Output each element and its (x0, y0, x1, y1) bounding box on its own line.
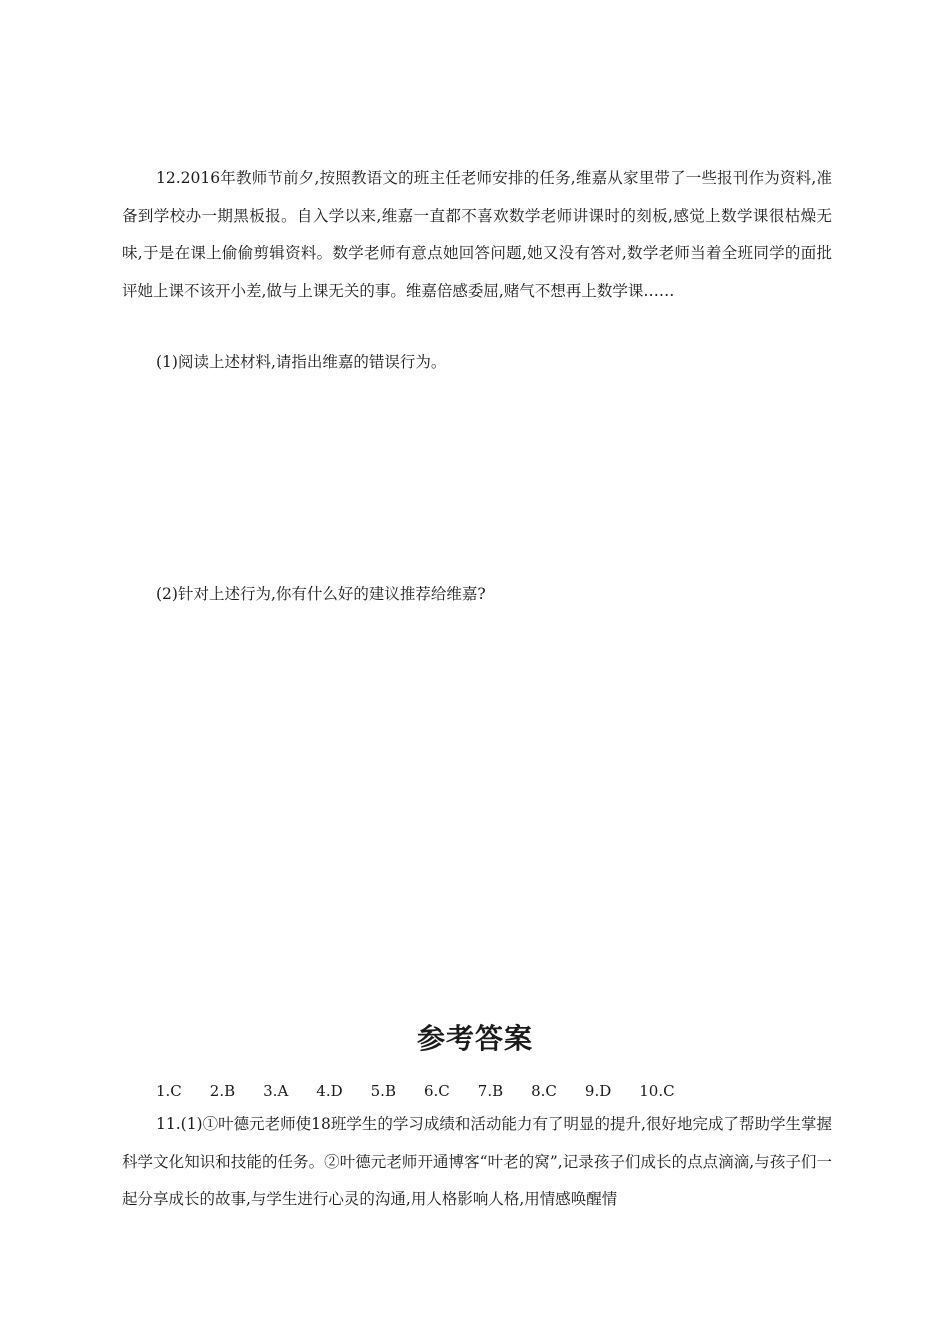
multiple-choice-answers (156, 1076, 703, 1106)
choice-answer: 9.D (584, 1082, 612, 1100)
choice-answer: 2.B (209, 1082, 236, 1100)
choice-answer: 7.B (477, 1082, 504, 1100)
choice-answer: 1.C (156, 1082, 182, 1100)
answers-title: 参考答案 (416, 1022, 533, 1055)
question-12-stem: 12.2016年教师节前夕,按照教语文的班主任老师安排的任务,维嘉从家里带了一些报刊作为资料,准备到学校办一期黑板报。自入学以来,维嘉一直都不喜欢数学老师讲课时的刻板,感觉上数学课很枯燥无味,于是在课上偷偷剪辑资料。数学老师有意点她回答问题,她又没有答对,数学老师当着全班同学的面批评她上课不该开小差,做与上课无关的事。维嘉倍感委屈,赌气不想再上数学课…… (122, 169, 832, 300)
choice-answer: 8.C (531, 1082, 557, 1100)
choice-answer: 6.C (423, 1082, 450, 1100)
question-12-part-2: (2)针对上述行为,你有什么好的建议推荐给维嘉? (156, 585, 486, 603)
choice-answer: 4.D (316, 1082, 343, 1100)
question-12-part-1: (1)阅读上述材料,请指出维嘉的错误行为。 (156, 353, 447, 371)
choice-answer: 3.A (263, 1082, 289, 1100)
answer-11: 11.(1)①叶德元老师使18班学生的学习成绩和活动能力有了明显的提升,很好地完成了帮助学生掌握科学文化知识和技能的任务。②叶德元老师开通博客“叶老的窝”,记录孩子们成长的点点滴滴,与孩子们一起分享成长的故事,与学生进行心灵的沟通,用人格影响人格,用情感唤醒情 (122, 1115, 832, 1208)
choice-answer: 10.C (639, 1082, 675, 1100)
choice-answer: 5.B (370, 1082, 396, 1100)
